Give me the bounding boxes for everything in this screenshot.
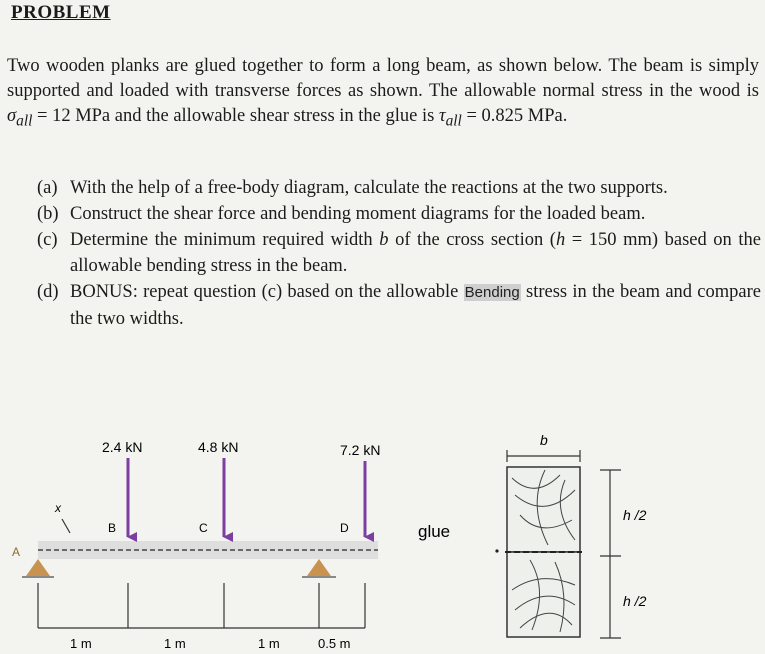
question-text: With the help of a free-body diagram, calculate the reactions at the two supports. <box>70 178 668 198</box>
half-height-bottom-label: h /2 <box>623 593 647 609</box>
intro-part-2: = 12 MPa and the allowable shear stress in the glue is <box>32 106 439 126</box>
sigma-symbol: σ <box>7 106 17 126</box>
span-3-label: 1 m <box>258 636 280 651</box>
section-bottom-plank <box>507 552 580 637</box>
tau-symbol: τ <box>438 106 446 126</box>
point-c-label: C <box>199 521 208 535</box>
point-b-label: B <box>108 521 117 535</box>
question-text: BONUS: repeat question (c) based on the allowable Bending stress in the beam and compare the two widths. <box>70 282 761 329</box>
point-d-label: D <box>340 521 349 535</box>
question-text: Construct the shear force and bending moment diagrams for the loaded beam. <box>70 204 646 224</box>
support-right-triangle <box>307 559 331 576</box>
x-axis-arrow <box>62 519 70 533</box>
load-b-value: 2.4 kN <box>102 439 143 455</box>
load-c-value: 4.8 kN <box>198 439 239 455</box>
span-2-label: 1 m <box>164 636 186 651</box>
support-a-triangle <box>26 559 50 576</box>
question-label: (c) <box>37 230 58 250</box>
support-a-label: A <box>12 545 21 559</box>
span-4-label: 0.5 m <box>318 636 351 651</box>
tau-subscript: all <box>445 112 462 130</box>
question-label: (d) <box>37 282 59 302</box>
glue-label: glue <box>418 522 451 541</box>
load-d-value: 7.2 kN <box>340 442 381 458</box>
intro-part-1: Two wooden planks are glued together to form a long beam, as shown below. The beam is simply supported and loaded with transverse forces as shown. The allowable normal stress in the wood is <box>7 56 759 101</box>
question-label: (b) <box>37 204 59 224</box>
question-label: (a) <box>37 178 58 198</box>
glue-pointer-dot <box>495 549 498 552</box>
section-top-plank <box>507 467 580 552</box>
half-height-top-label: h /2 <box>623 507 647 523</box>
page-title: PROBLEM <box>11 2 111 23</box>
dimension-ticks <box>38 583 365 628</box>
intro-part-3: = 0.825 MPa. <box>461 106 568 126</box>
overlay-word: Bending <box>464 284 520 301</box>
x-axis-label: x <box>55 501 61 515</box>
sigma-subscript: all <box>16 112 33 130</box>
question-text: Determine the minimum required width b of the cross section (h = 150 mm) based on the allowable bending stress in the beam. <box>70 230 761 276</box>
span-1-label: 1 m <box>70 636 92 651</box>
section-width-label: b <box>540 432 548 448</box>
